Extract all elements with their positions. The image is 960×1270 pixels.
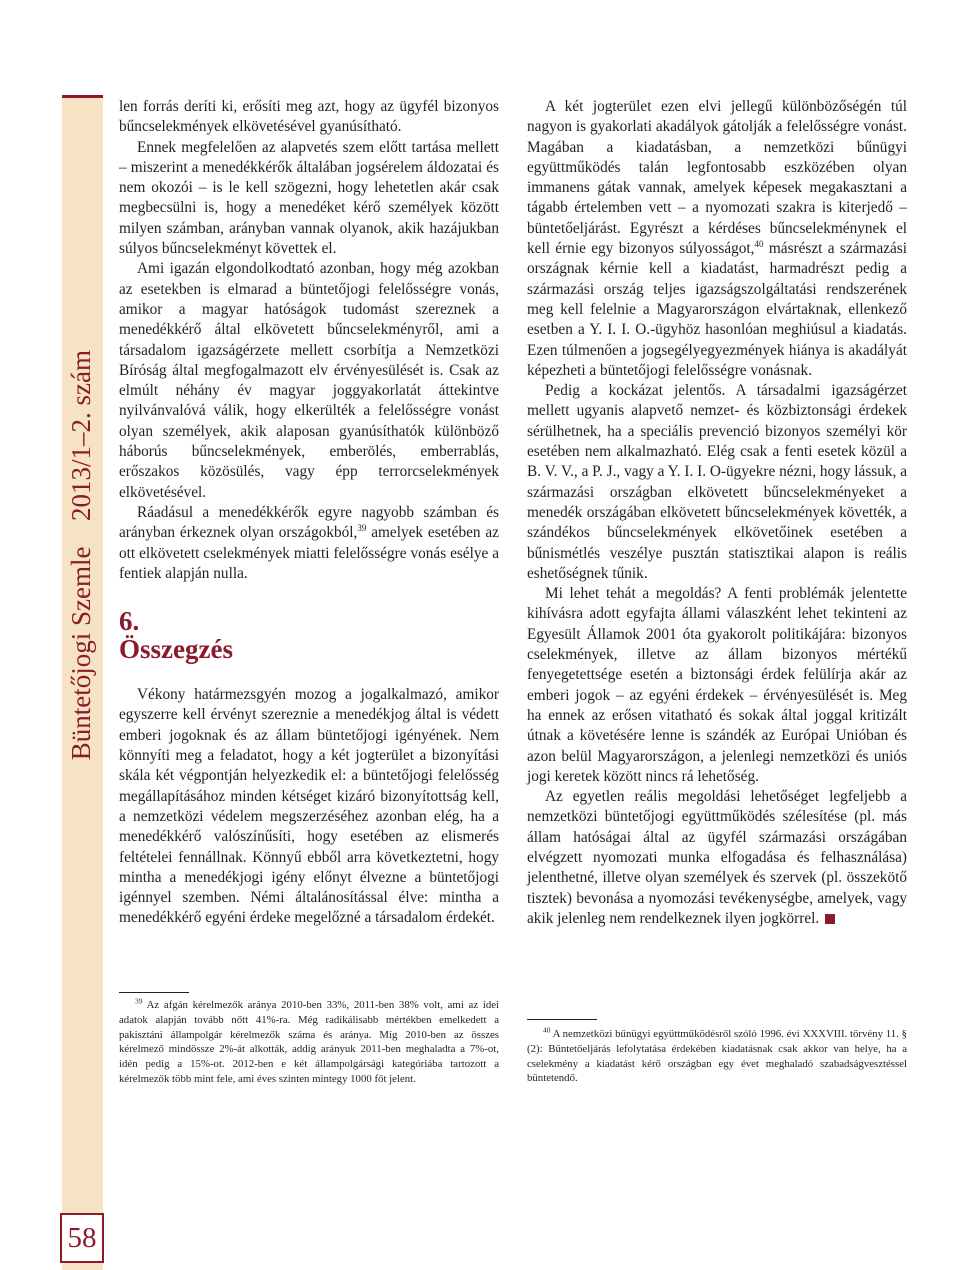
footnote-rule	[527, 1019, 597, 1020]
end-of-article-mark	[825, 914, 835, 924]
left-column	[119, 97, 499, 929]
journal-name: Büntetőjogi Szemle	[66, 546, 96, 760]
footnote-ref-39[interactable]: 39	[357, 523, 367, 534]
section-number: 6.	[119, 606, 140, 637]
page-number: 58	[60, 1213, 104, 1263]
journal-issue: 2013/1–2. szám	[66, 349, 96, 521]
footnote-39	[119, 998, 499, 1087]
footnote-number: 39	[135, 996, 143, 1006]
journal-title	[62, 95, 103, 760]
paragraph-text: másrészt a származási országnak kérnie kell a kiadatást, harmadrészt pedig a származási ország teljes igazságszolgáltatási rendszerének meg kell felelnie a Magyarországon elvártaknak, ellenkező esetben a Y. I. I. O.-ügyhöz hasonlóan meghiúsul a kiadatás. Ezen túlmenően a jogsegélyegyezmények hiánya is akadályát képezheti a büntetőjogi felelősségre vonásnak.	[527, 240, 908, 379]
footnote-40	[527, 1027, 907, 1086]
paragraph: len forrás deríti ki, erősíti meg azt, hogy az ügyfél bizonyos bűncselekmények elkövetésével gyanúsítható.	[119, 98, 499, 136]
paragraph-text: Az egyetlen reális megoldási lehetőséget legfeljebb a nemzetközi büntetőjogi együttműködés szélesítése (pl. más állam hatóságai által az ügyfél származási országában elvégzett nyomozati munka elfogadása és felhasználása) jelenthetné, illetve olyan személyek és szervek (pl. összekötő tisztek) bevonása a nyomozási tevékenységbe, amelyek, vagy akik jelenleg nem rendelkeznek ilyen jogkörrel.	[527, 788, 907, 927]
footnote-text: Az afgán kérelmezők aránya 2010-ben 33%, 2011-ben 38% volt, ami az idei adatok alapján tovább nőtt 41%-ra. Még radikálisabb mértékben emelkedett a pakisztáni állampolgár kérelmezők száma és aránya. Míg 2010-ben az összes kérelmező mindössze 2%-át alkották, addig arányuk 2011-ben meghaladta a 7%-ot, idén pedig a 15%-ot. 2012-ben e két állampolgársági kategóriába tartozott a kérelmezők több mint fele, ami éves szinten mintegy 1000 főt jelent.	[119, 999, 500, 1085]
paragraph: Mi lehet tehát a megoldás? A fenti problémák jelentette kihívásra adott egyfajta állami válaszként lehet tekinteni az Egyesült Államok 2001 óta gyakorolt politikájára: bizonyos cselekmények, illetve az állam bizonyos mértékű fenyegetettsége esetén a biztonsági érdek felülírja akár az emberi jogok – az egyéni érdekek – érvényesülését is. Meg ha ennek az erősen vitatható és sokak által joggal kritizált útnak a követésére lenne is szándék az Európai Unióban és azon belül Magyarországon, a jelenlegi nemzetközi és uniós jogi keretek között nincs rá lehetőség.	[527, 585, 907, 785]
paragraph-text: Ráadásul a menedékkérők egyre nagyobb számban és arányban érkeznek olyan országokból,	[119, 503, 499, 542]
paragraph-text: amelyek esetében az ott elkövetett cselekmények miatti felelősségre vonás esélye a fentiek alapján nulla.	[119, 524, 499, 582]
right-column	[527, 97, 907, 929]
footnote-ref-40[interactable]: 40	[754, 238, 764, 249]
footnote-text: A nemzetközi bűnügyi együttműködésről szóló 1996. évi XXXVIII. törvény 11. § (2): Büntetőeljárás lefolytatása érdekében kiadatásnak csak akkor van helye, ha a cselekmény a kiadatást kérő országban egy évet meghaladó szabadságvesztéssel büntetendő.	[527, 1028, 907, 1085]
paragraph	[527, 787, 907, 929]
paragraph: Ami igazán elgondolkodtató azonban, hogy még azokban az esetekben is elmarad a büntetőjogi felelősségre vonás, amikor a magyar hatóságok tudomást szereznek a menedékkérő által elkövetett bűncselekményről, ami a társadalom igazságérzete mellett csorbítja a Nemzetközi Bíróság által megfogalmazott elv érvényesülését is. Csak az elmúlt néhány év magyar joggyakorlatát áttekintve nyilvánvalóvá válik, hogy elkerülték a felelősségre vonást olyan személyek, akik alaposan gyanúsíthatók különböző háborús bűncselekmények, emberölés, emberrablás, erőszakos közösülés, vagy épp terrorcselekmények elkövetésével.	[119, 260, 499, 501]
paragraph	[119, 503, 499, 584]
paragraph	[527, 97, 907, 381]
footnote-number: 40	[543, 1025, 551, 1035]
footnote-rule	[119, 992, 189, 993]
section-heading	[119, 607, 499, 663]
paragraph: Pedig a kockázat jelentős. A társadalmi igazságérzet mellett ugyanis alapvető nemzet- és közbiztonsági érdekek sérülhetnek, ha a speciális prevenció bizonyos személyi kör esetében nem alkalmazható. Elég csak a fenti esetek közül a B. V. V., a P. J., vagy a Y. I. I. O-ügyekre nézni, hogy lássuk, a származási országban elkövetett bűncselekményeket a menedék országában elkövetett bűncselekmények követték, a szándékos bűncselekmények elkövetőinek esetében a bűnismétlés veszélye pusztán statisztikai alapon is reális eshetőségnek tűnik.	[527, 382, 907, 582]
paragraph: Ennek megfelelően az alapvetés szem előtt tartása mellett – miszerint a menedékkérők általában jogsérelem áldozatai és nem okozói – is le kell szögezni, hogy lehetetlen akár csak megbecsülni is, hogy a menedéket kérő személyek között milyen számban, arányban vannak olyanok, akik hazájukban súlyos bűncselekményt követtek el.	[119, 138, 499, 258]
paragraph: Vékony határmezsgyén mozog a jogalkalmazó, amikor egyszerre kell érvényt szereznie a menedékjog által is védett emberi jogoknak és az állam büntetőjogi igényének. Nem könnyíti meg a feladatot, hogy a két jogterület a bizonyítási skála két végpontján helyezkedik el: a büntetőjogi felelősség megállapításához minden kétséget kizáró bizonyítottság kell, a nemzetközi védelem megszerzéséhez azonban elég, ha a menedékkérő valószínűsíti, hogy esetében az elismerés feltételei fennállnak. Könnyű ebből arra következtetni, hogy mintha a menedékjogi igény előnyt élvezne a büntetőjogi igénnyel szemben. Némi általánosítással élve: mintha a menedékkérő egyéni érdeke megelőzné a társadalom érdekét.	[119, 686, 499, 927]
section-title: Összegzés	[119, 634, 233, 665]
paragraph-text: A két jogterület ezen elvi jellegű különbözőségén túl nagyon is gyakorlati akadályok gátolják a felelősségre vonást. Magában a kiadatásban, a nemzetközi bűnügyi együttműködés talán legfontosabb eszközében olyan immanens gátak vannak, amelyek képesek megakasztani a tágabb értelemben vett – a nyomozati szakra is kiterjedő – büntetőeljárást. Egyrészt a kérdéses bűncselekménynek el kell érnie egy bizonyos súlyosságot,	[527, 98, 907, 258]
